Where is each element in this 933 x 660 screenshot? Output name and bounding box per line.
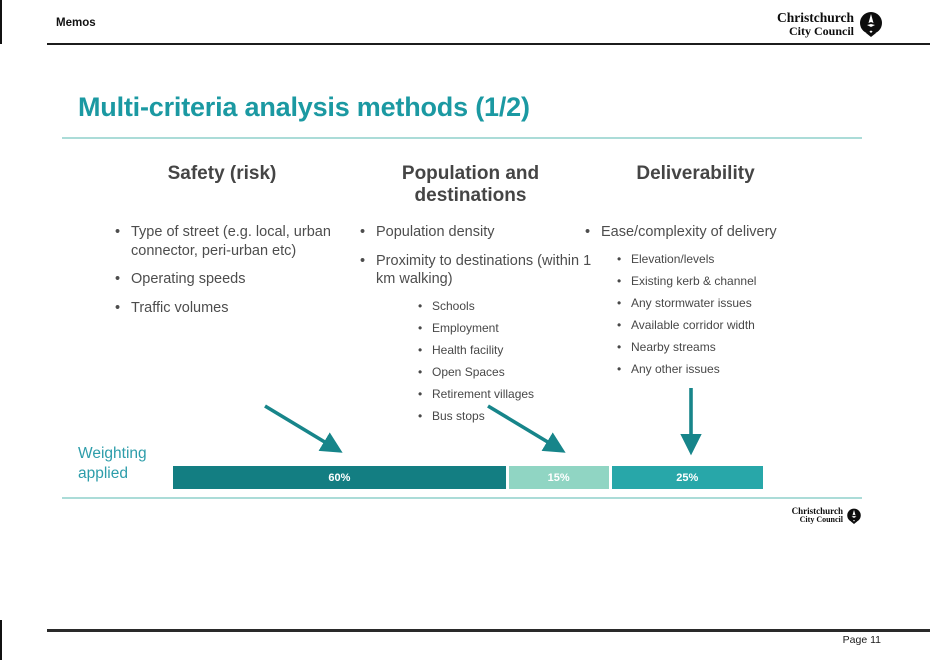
list-item: • Open Spaces (348, 365, 593, 381)
bar-segment-60-label: 60% (328, 471, 351, 484)
page-edge-mark-top (0, 0, 2, 44)
title-underline (62, 137, 862, 139)
document-title: Memos (56, 17, 96, 29)
list-item: • Existing kerb & channel (573, 274, 818, 290)
council-logo-text: Christchurch City Council (776, 10, 854, 39)
header-divider (47, 43, 930, 45)
footer-divider (47, 629, 930, 632)
list-item: • Nearby streams (573, 340, 818, 356)
bar-underline (62, 497, 862, 499)
column-heading-safety: Safety (risk) (167, 163, 277, 184)
council-crest-icon-small (846, 508, 862, 524)
list-item: • Type of street (e.g. local, urban connector, peri-urban etc) (103, 223, 341, 260)
council-logo-header (777, 11, 884, 38)
column-population (348, 163, 593, 431)
list-item: • Population density (348, 223, 593, 242)
page-number: Page 11 (842, 634, 881, 646)
slide-title: Multi-criteria analysis methods (1/2) (78, 92, 530, 122)
bar-segment-15 (509, 466, 609, 489)
list-item: • Bus stops (348, 409, 593, 425)
list-item: • Any other issues (573, 362, 818, 378)
list-item: • Operating speeds (103, 270, 341, 289)
bar-segment-25 (612, 466, 764, 489)
list-item: • Schools (348, 299, 593, 315)
council-logo-footer-text: Christchurch City Council (791, 506, 843, 525)
council-logo-footer (792, 507, 862, 525)
weighting-label: Weighting applied (78, 445, 147, 483)
list-item: • Retirement villages (348, 387, 593, 403)
arrow-safety-to-60 (265, 406, 338, 450)
population-bullet-list (348, 223, 593, 425)
column-heading-population: Population and destinations (401, 163, 540, 206)
list-item: • Elevation/levels (573, 252, 818, 268)
list-item: • Ease/complexity of delivery (573, 223, 818, 242)
list-item: • Any stormwater issues (573, 296, 818, 312)
list-item: • Proximity to destinations (within 1 km walking) (348, 252, 593, 289)
list-item: • Health facility (348, 343, 593, 359)
bar-segment-60 (173, 466, 506, 489)
column-heading-deliverability: Deliverability (636, 163, 755, 184)
council-crest-icon (858, 11, 884, 37)
column-deliverability (573, 163, 818, 384)
bar-segment-15-label: 15% (547, 471, 570, 484)
bar-segment-25-label: 25% (676, 471, 699, 484)
page-edge-mark-bottom (0, 620, 2, 660)
weighting-bar (173, 466, 763, 489)
list-item: • Traffic volumes (103, 299, 341, 318)
deliverability-bullet-list (573, 223, 818, 378)
list-item: • Available corridor width (573, 318, 818, 334)
list-item: • Employment (348, 321, 593, 337)
safety-bullet-list (103, 223, 341, 317)
column-safety (103, 163, 341, 327)
